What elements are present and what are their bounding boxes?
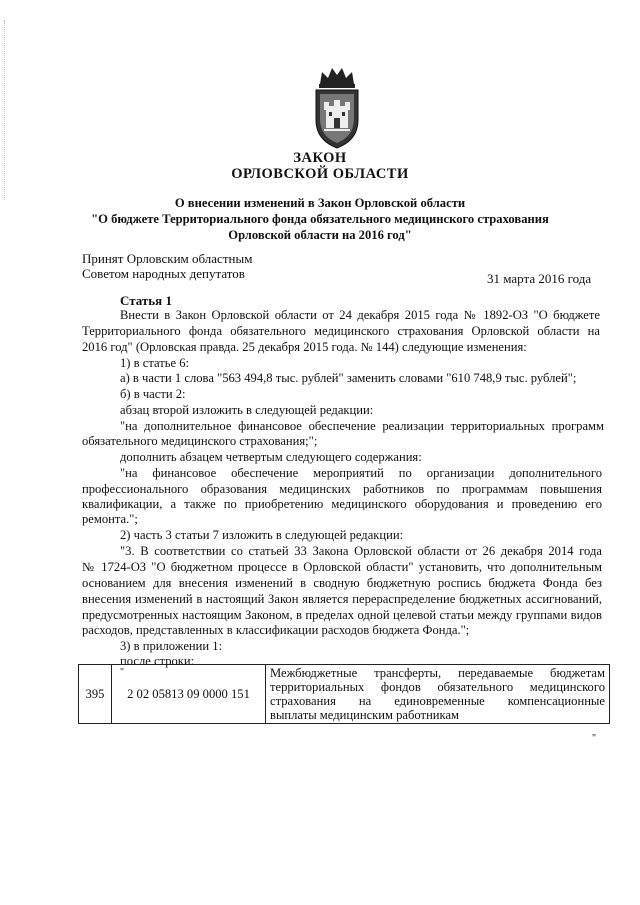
closing-quote: " <box>592 733 597 744</box>
coat-of-arms-icon <box>310 62 364 152</box>
adoption-line1: Принят Орловским областным <box>82 251 253 266</box>
description-line: выплаты медицинским работникам <box>270 708 460 722</box>
adoption-line2: Советом народных депутатов <box>82 266 245 281</box>
law-region: ОРЛОВСКОЙ ОБЛАСТИ <box>231 166 409 182</box>
article-line: № 1724-ОЗ "О бюджетном процессе в Орловской области" установить, что дополнительным <box>82 560 602 574</box>
law-subtitle-line3: Орловской области на 2016 год" <box>228 228 412 242</box>
article-line: ремонта."; <box>82 512 138 526</box>
article-line: расходов, представленных в классификации расходов бюджета Фонда."; <box>82 623 470 637</box>
classification-table <box>78 664 610 724</box>
article-line: 3) в приложении 1: <box>120 639 223 653</box>
table-row <box>79 665 610 724</box>
article-line: б) в части 2: <box>120 387 186 401</box>
article-line: внесения изменений в настоящий Закон является перераспределение бюджетных ассигнований, <box>82 592 602 606</box>
opening-quote: " <box>120 667 125 678</box>
law-title: ЗАКОН <box>293 150 347 166</box>
article-line: Территориального фонда обязательного медицинского страхования Орловской области на <box>82 324 600 338</box>
budget-code: 2 02 05813 09 0000 151 <box>112 665 266 724</box>
article-line: а) в части 1 слова "563 494,8 тыс. рублей" заменить словами "610 748,9 тыс. рублей"; <box>120 371 577 385</box>
article-line: дополнить абзацем четвертым следующего содержания: <box>120 450 422 464</box>
row-description <box>266 665 610 724</box>
article-line: "3. В соответствии со статьей 33 Закона Орловской области от 26 декабря 2014 года <box>120 544 602 558</box>
article-line: 2016 год" (Орловская правда. 25 декабря 2015 года. № 144) следующие изменения: <box>82 340 527 354</box>
article-line: обязательного медицинского страхования;"; <box>82 434 318 448</box>
article-heading: Статья 1 <box>120 293 172 308</box>
article-line: профессионального образования медицинских работников по программам повышения <box>82 482 602 496</box>
article-line: "на финансовое обеспечение мероприятий по организации дополнительного <box>120 466 602 480</box>
article-line: "на дополнительное финансовое обеспечение реализации территориальных программ <box>120 419 604 433</box>
article-line: 2) часть 3 статьи 7 изложить в следующей редакции: <box>120 528 404 542</box>
law-subtitle-line2: "О бюджете Территориального фонда обязательного медицинского страхования <box>91 212 549 226</box>
article-line: Внести в Закон Орловской области от 24 декабря 2015 года № 1892-ОЗ "О бюджете <box>120 308 600 322</box>
article-line: абзац второй изложить в следующей редакции: <box>120 403 374 417</box>
article-line: квалификации, а также по приобретению медицинского оборудования и проведению его <box>82 497 602 511</box>
adoption-date: 31 марта 2016 года <box>487 271 592 286</box>
article-line: 1) в статье 6: <box>120 356 190 370</box>
description-line: территориальных фондов обязательного медицинского <box>270 680 605 694</box>
row-number: 395 <box>79 665 112 724</box>
article-line: после строки: <box>120 654 195 668</box>
description-line: Межбюджетные трансферты, передаваемые бюджетам <box>270 666 605 680</box>
article-line: предусмотренных настоящим Законом, в пределах одной целевой статьи между группами видов <box>82 608 602 622</box>
law-subtitle-line1: О внесении изменений в Закон Орловской области <box>174 196 466 210</box>
description-line: страхования на единовременные компенсационные <box>270 694 605 708</box>
article-line: основанием для внесения изменений в сводную бюджетную роспись бюджета Фонда без <box>82 576 602 590</box>
